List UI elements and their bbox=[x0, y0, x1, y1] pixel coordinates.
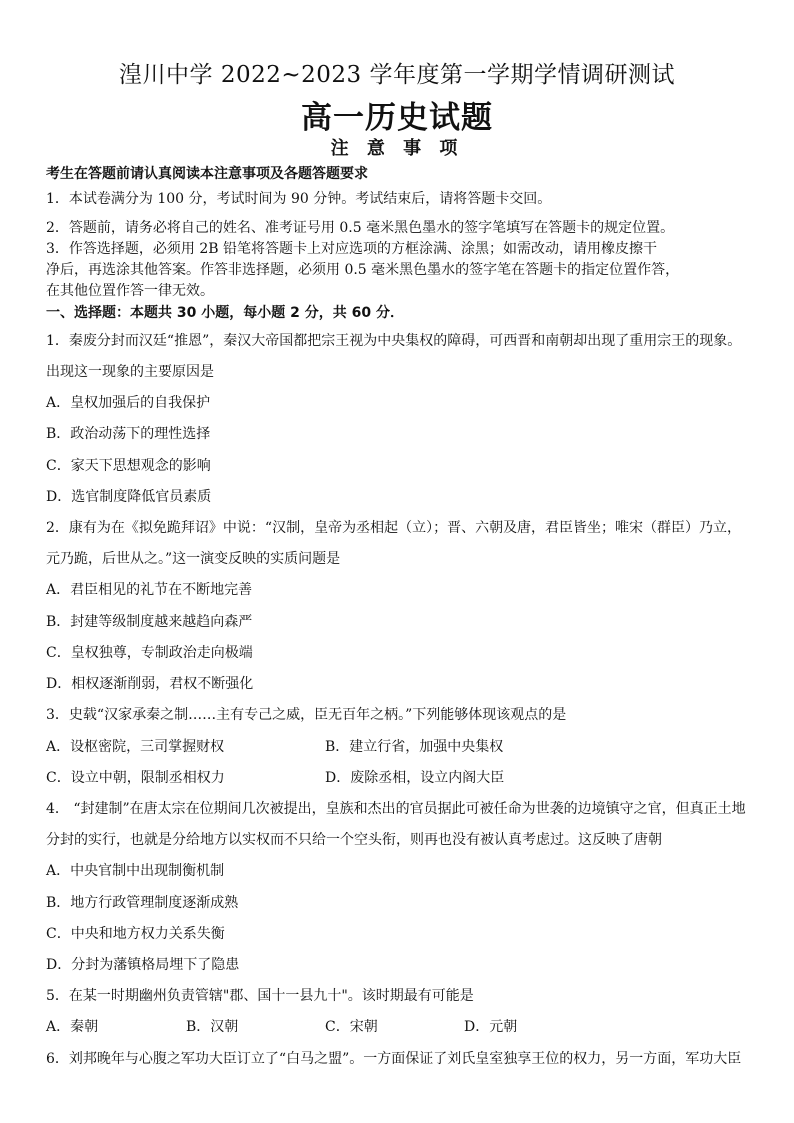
question-3-option-b: B．建立行省，加强中央集权 bbox=[325, 739, 504, 755]
question-2-stem-line-1: 2．康有为在《拟免跪拜诏》中说：“汉制，皇帝为丞相起（立）；晋、六朝及唐，君臣皆坐；唯宋（群臣）乃立， bbox=[46, 520, 742, 536]
question-4-stem-line-2: 分封的实行，也就是分给地方以实权而不只给一个空头衔，则再也没有被认真考虑过。这反映了唐朝 bbox=[46, 832, 662, 848]
question-3-option-c: C．设立中朝，限制丞相权力 bbox=[46, 770, 225, 786]
question-5-option-d: D．元朝 bbox=[464, 1019, 518, 1035]
question-1-option-b: B．政治动荡下的理性选择 bbox=[46, 426, 211, 442]
question-1-option-c: C．家天下思想观念的影响 bbox=[46, 458, 211, 474]
question-2-option-b: B．封建等级制度越来越趋向森严 bbox=[46, 614, 253, 630]
question-5-option-a: A．秦朝 bbox=[46, 1019, 99, 1035]
question-3-options-row-1 bbox=[46, 737, 752, 757]
school-title: 湟川中学 2022~2023 学年度第一学期学情调研测试 bbox=[119, 62, 675, 88]
question-1-stem-line-1: 1．秦废分封而汉廷“推恩”，秦汉大帝国都把宗王视为中央集权的障碍，可西晋和南朝却出现了重用宗王的现象。 bbox=[46, 333, 742, 349]
question-3-stem: 3．史载“汉家承秦之制……主有专己之威，臣无百年之柄。”下列能够体现该观点的是 bbox=[46, 707, 567, 723]
question-3-options-row-2 bbox=[46, 768, 752, 788]
instruction-item-3-line-2: 净后，再选涂其他答案。作答非选择题，必须用 0.5 毫米黑色墨水的签字笔在答题卡的指定位置作答， bbox=[46, 262, 680, 278]
question-5-option-b: B．汉朝 bbox=[186, 1019, 239, 1035]
question-4-option-d: D．分封为藩镇格局埋下了隐患 bbox=[46, 957, 240, 973]
instruction-item-3-line-1: 3．作答选择题，必须用 2B 铅笔将答题卡上对应选项的方框涂满、涂黑；如需改动，请用橡皮擦干 bbox=[46, 241, 658, 257]
question-4-option-b: B．地方行政管理制度逐渐成熟 bbox=[46, 895, 239, 911]
instruction-item-1: 1．本试卷满分为 100 分，考试时间为 90 分钟。考试结束后，请将答题卡交回。 bbox=[46, 191, 552, 207]
question-1-option-d: D．选官制度降低官员素质 bbox=[46, 489, 212, 505]
question-3-option-a: A．设枢密院，三司掌握财权 bbox=[46, 739, 225, 755]
question-2-stem-line-2: 元乃跪，后世从之。”这一演变反映的实质问题是 bbox=[46, 551, 341, 567]
question-2-option-a: A．君臣相见的礼节在不断地完善 bbox=[46, 582, 253, 598]
instruction-item-3-line-3: 在其他位置作答一律无效。 bbox=[46, 283, 214, 299]
section-1-heading: 一、选择题：本题共 30 小题，每小题 2 分，共 60 分． bbox=[46, 305, 404, 321]
instruction-item-2: 2．答题前，请务必将自己的姓名、准考证号用 0.5 毫米黑色墨水的签字笔填写在答题卡的规定位置。 bbox=[46, 220, 675, 236]
question-6-stem-line-1: 6．刘邦晚年与心腹之军功大臣订立了“白马之盟”。一方面保证了刘氏皇室独享王位的权力，另一方面，军功大臣 bbox=[46, 1051, 742, 1067]
question-1-stem-line-2: 出现这一现象的主要原因是 bbox=[46, 364, 214, 380]
question-5-stem: 5．在某一时期幽州负责管辖"郡、国十一县九十"。该时期最有可能是 bbox=[46, 988, 474, 1004]
question-5-option-c: C．宋朝 bbox=[325, 1019, 378, 1035]
notice-title: 注 意 事 项 bbox=[330, 138, 464, 159]
question-3-option-d: D．废除丞相，设立内阁大臣 bbox=[325, 770, 505, 786]
question-4-stem-line-1: 4． “封建制”在唐太宗在位期间几次被提出，皇族和杰出的官员据此可被任命为世袭的边境镇守之官，但真正土地 bbox=[46, 801, 746, 817]
question-4-option-c: C．中央和地方权力关系失衡 bbox=[46, 926, 225, 942]
question-1-option-a: A．皇权加强后的自我保护 bbox=[46, 395, 211, 411]
question-4-option-a: A．中央官制中出现制衡机制 bbox=[46, 863, 225, 879]
instructions-heading: 考生在答题前请认真阅读本注意事项及各题答题要求 bbox=[46, 166, 368, 182]
question-2-option-c: C．皇权独尊，专制政治走向极端 bbox=[46, 645, 253, 661]
question-2-option-d: D．相权逐渐削弱，君权不断强化 bbox=[46, 676, 254, 692]
exam-title: 高一历史试题 bbox=[301, 100, 493, 136]
